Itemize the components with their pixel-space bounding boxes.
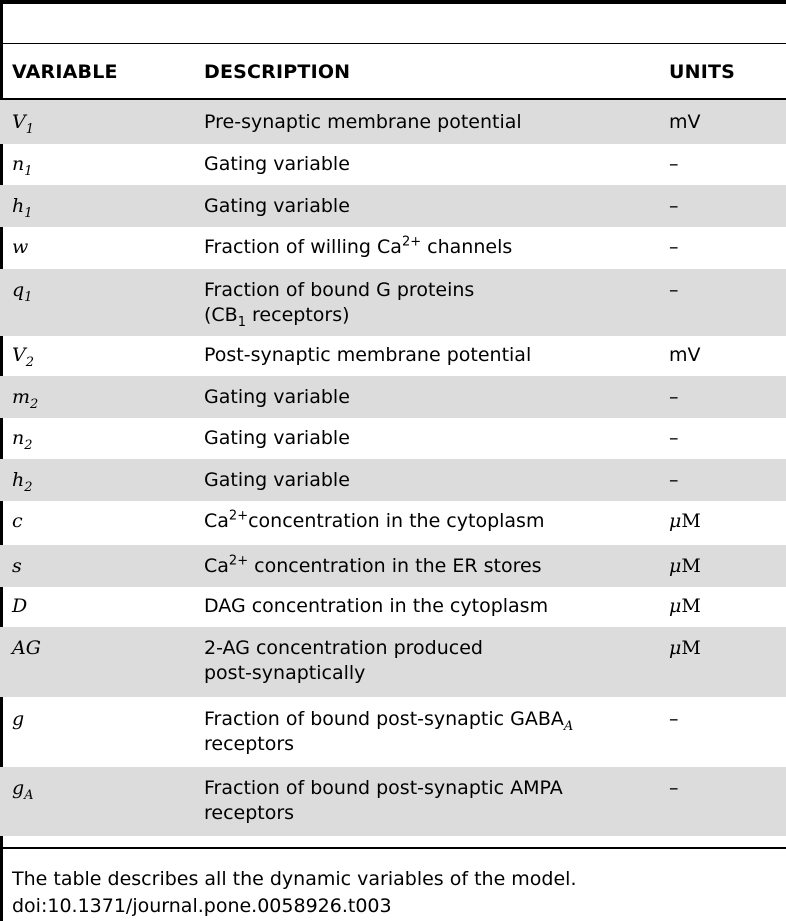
variable-cell: w (12, 236, 29, 258)
units-cell: – (669, 279, 679, 301)
table-caption: The table describes all the dynamic variables of the model. (12, 868, 577, 890)
variable-cell: $g_A$ (12, 777, 34, 803)
table-row (0, 627, 786, 697)
variable-cell: AG (12, 637, 41, 659)
description-cell: Pre-synaptic membrane potential (204, 111, 522, 133)
units-cell: – (669, 708, 679, 730)
units-cell: μM (669, 637, 701, 659)
description-cell: $Ca^{2+}concentration$ in the cytoplasm (204, 508, 545, 532)
units-cell: mV (669, 344, 701, 366)
variable-cell: $V_2$ (12, 344, 35, 370)
description-cell: Gating variable (204, 386, 350, 408)
units-cell: μM (669, 510, 701, 532)
table-row (0, 501, 786, 545)
table-row (0, 227, 786, 269)
variable-cell: $q_1$ (12, 279, 33, 305)
description-cell: Fraction of bound G proteins ($CB_1$ receptors) (204, 279, 475, 330)
units-cell: μM (669, 555, 701, 577)
header-description: DESCRIPTION (204, 61, 351, 83)
table-row (0, 185, 786, 227)
table-row (0, 336, 786, 376)
description-cell: $Ca^{2+}$ concentration in the ER stores (204, 553, 542, 577)
description-cell: DAG concentration in the cytoplasm (204, 595, 549, 617)
description-cell: Gating variable (204, 427, 350, 449)
variable-cell: $h_1$ (12, 195, 33, 221)
description-cell: Gating variable (204, 153, 350, 175)
table-top-rule (0, 0, 786, 4)
description-cell: Fraction of bound post-synaptic AMPA receptors (204, 777, 563, 824)
variable-cell: $n_1$ (12, 153, 33, 179)
header-top-rule (0, 43, 786, 44)
table-row (0, 545, 786, 587)
header-variable: VARIABLE (12, 61, 118, 83)
doi-text: doi:10.1371/journal.pone.0058926.t003 (12, 895, 392, 917)
units-cell: mV (669, 111, 701, 133)
table-bottom-rule (0, 847, 786, 849)
table-row (0, 697, 786, 767)
variable-cell: s (12, 555, 22, 577)
header-units: UNITS (669, 61, 736, 83)
units-cell: – (669, 236, 679, 258)
description-cell: Fraction of willing $Ca^{2+}$ channels (204, 234, 513, 258)
table-row (0, 418, 786, 459)
units-cell: – (669, 469, 679, 491)
table-row (0, 376, 786, 418)
variable-cell: D (12, 595, 28, 617)
variable-cell: c (12, 510, 23, 532)
units-cell: – (669, 386, 679, 408)
variable-cell: $V_1$ (12, 111, 35, 137)
description-cell: 2-AG concentration produced post-synaptically (204, 637, 483, 684)
table-row (0, 587, 786, 627)
description-cell: Gating variable (204, 195, 350, 217)
units-cell: – (669, 427, 679, 449)
units-cell: – (669, 195, 679, 217)
variable-cell: g (12, 708, 25, 730)
variable-cell: $h_2$ (12, 469, 33, 495)
table-row (0, 767, 786, 836)
table-row (0, 144, 786, 185)
table-body (0, 100, 786, 836)
table-row (0, 269, 786, 336)
description-cell: Fraction of bound post-synaptic $GABA_A$ receptors (204, 708, 574, 755)
variable-cell: $m_2$ (12, 386, 39, 412)
table-footnote (12, 866, 577, 920)
variable-cell: $n_2$ (12, 427, 33, 453)
units-cell: – (669, 777, 679, 799)
units-cell: μM (669, 595, 701, 617)
table-row (0, 100, 786, 144)
description-cell: Gating variable (204, 469, 350, 491)
units-cell: – (669, 153, 679, 175)
table-row (0, 459, 786, 501)
description-cell: Post-synaptic membrane potential (204, 344, 532, 366)
